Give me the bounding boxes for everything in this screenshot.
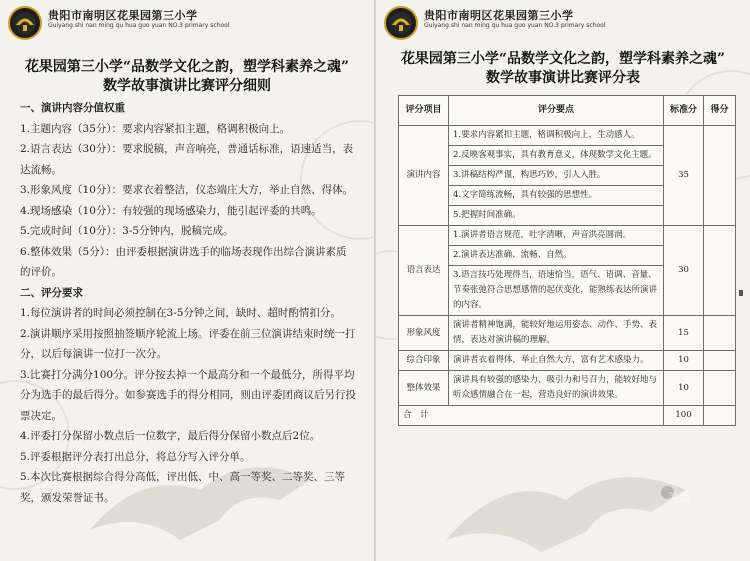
school-logo-icon — [384, 6, 418, 40]
weight-item: 3.形象风度（10分）：要求衣着整洁，仪态端庄大方，举止自然、得体。 — [20, 184, 354, 196]
point-cell: 1.演讲者语言规范，吐字清晰，声音洪亮圆润。 — [449, 226, 664, 246]
rules-body — [20, 98, 356, 508]
earned-score-input[interactable] — [704, 351, 736, 371]
point-cell: 4.文字简练流畅，具有较强的思想性。 — [449, 186, 664, 206]
point-cell: 5.把握时间准确。 — [449, 206, 664, 226]
school-name-en: Guiyang shi nan ming qu hua guo yuan NO.3 primary school — [48, 22, 230, 29]
school-header — [0, 0, 374, 44]
score-cell: 30 — [664, 226, 704, 316]
school-name-cn: 贵阳市南明区花果园第三小学 — [48, 9, 198, 22]
item-cell: 形象风度 — [399, 316, 449, 351]
total-row — [399, 406, 736, 426]
score-table — [398, 95, 736, 426]
rule-item: 1.每位演讲者的时间必须控制在3-5分钟之间，缺时、超时酌情扣分。 — [20, 307, 341, 319]
rule-item: 5.本次比赛根据综合得分高低，评出低、中、高一等奖、二等奖、三等奖，颁发荣誉证书。 — [20, 471, 346, 504]
weight-item: 6.整体效果（5分）：由评委根据演讲选手的临场表现作出综合演讲素质的评价。 — [20, 245, 347, 278]
total-score: 100 — [664, 406, 704, 426]
school-name-en: Guiyang shi nan ming qu hua guo yuan NO.3 primary school — [424, 22, 606, 29]
score-cell: 10 — [664, 371, 704, 406]
item-cell: 演讲内容 — [399, 126, 449, 226]
column-header: 评分项目 — [399, 96, 449, 126]
table-row — [399, 351, 736, 371]
score-cell: 35 — [664, 126, 704, 226]
total-label: 合 计 — [399, 406, 664, 426]
rule-item: 4.评委打分保留小数点后一位数字，最后得分保留小数点后2位。 — [20, 430, 321, 442]
weight-item: 4.现场感染（10分）：有较强的现场感染力，能引起评委的共鸣。 — [20, 204, 322, 217]
table-row — [399, 226, 736, 246]
score-cell: 10 — [664, 351, 704, 371]
point-cell: 2.反映客观事实，具有教育意义，体现数学文化主题。 — [449, 146, 664, 166]
earned-score-input[interactable] — [704, 316, 736, 351]
section-heading: 二、评分要求 — [20, 286, 83, 299]
point-cell: 演讲者衣着得体，举止自然大方，富有艺术感染力。 — [449, 351, 664, 371]
point-cell: 1.要求内容紧扣主题，格调积极向上，生动感人。 — [449, 126, 664, 146]
rule-item: 3.比赛打分满分100分。评分按去掉一个最高分和一个最低分，所得平均分为选手的最后得分。如参赛选手的得分相同，则由评委团商议后另行投票决定。 — [20, 368, 356, 422]
weight-item: 2.语言表达（30分）：要求脱稿，声音响亮，普通话标准，语速适当，表达流畅。 — [20, 143, 354, 176]
table-row — [399, 371, 736, 406]
column-header: 得分 — [704, 96, 736, 126]
section-heading: 一、演讲内容分值权重 — [20, 102, 125, 114]
earned-score-input[interactable] — [704, 126, 736, 226]
item-cell: 语言表达 — [399, 226, 449, 316]
school-name-cn: 贵阳市南明区花果园第三小学 — [424, 9, 574, 22]
table-header-row — [399, 96, 736, 126]
horse-watermark-icon — [436, 440, 696, 560]
earned-score-input[interactable] — [704, 371, 736, 406]
right-title-line2: 数学故事演讲比赛评分表 — [486, 70, 640, 86]
item-cell: 整体效果 — [399, 371, 449, 406]
table-row — [399, 316, 736, 351]
point-cell: 演讲具有较强的感染力，吸引力和号召力，能较好地与听众感情融合在一起，营造良好的演讲效果。 — [449, 371, 664, 406]
rule-item: 2.演讲顺序采用按照抽签顺序轮流上场。评委在前三位演讲结束时统一打分，以后每演讲一位打一次分。 — [20, 327, 356, 360]
brand-watermark: 美篇 — [667, 491, 692, 505]
table-row — [399, 126, 736, 146]
point-cell: 演讲者精神饱满，能较好地运用姿态、动作、手势、表情，表达对演讲稿的理解。 — [449, 316, 664, 351]
point-cell: 3.语言技巧处理得当，语速恰当，语气、语调、音量、节奏张弛符合思想感情的起伏变化，能熟练表达所演讲的内容。 — [449, 266, 664, 316]
school-header — [376, 0, 750, 44]
item-cell: 综合印象 — [399, 351, 449, 371]
weight-item: 1.主题内容（35分）：要求内容紧扣主题，格调积极向上。 — [20, 122, 291, 135]
rule-item: 5.评委根据评分表打出总分，将总分写入评分单。 — [20, 450, 251, 463]
school-logo-icon — [8, 6, 42, 40]
left-title-line1: 花果园第三小学“品数学文化之韵，塑学科素养之魂” — [24, 59, 350, 75]
point-cell: 2.演讲表达准确、流畅、自然。 — [449, 246, 664, 266]
column-header: 评分要点 — [449, 96, 664, 126]
earned-score-input[interactable] — [704, 226, 736, 316]
column-header: 标准分 — [664, 96, 704, 126]
point-cell: 3.讲稿结构严谨，构思巧妙，引人入胜。 — [449, 166, 664, 186]
total-earned-input[interactable] — [704, 406, 736, 426]
left-title-line2: 数学故事演讲比赛评分细则 — [103, 78, 271, 94]
scrollbar-thumb[interactable] — [739, 290, 743, 296]
score-cell: 15 — [664, 316, 704, 351]
weight-item: 5.完成时间（10分）：3-5分钟内，脱稿完成。 — [20, 225, 234, 237]
left-page — [0, 0, 374, 561]
right-title-line1: 花果园第三小学“品数学文化之韵，塑学科素养之魂” — [400, 51, 726, 67]
